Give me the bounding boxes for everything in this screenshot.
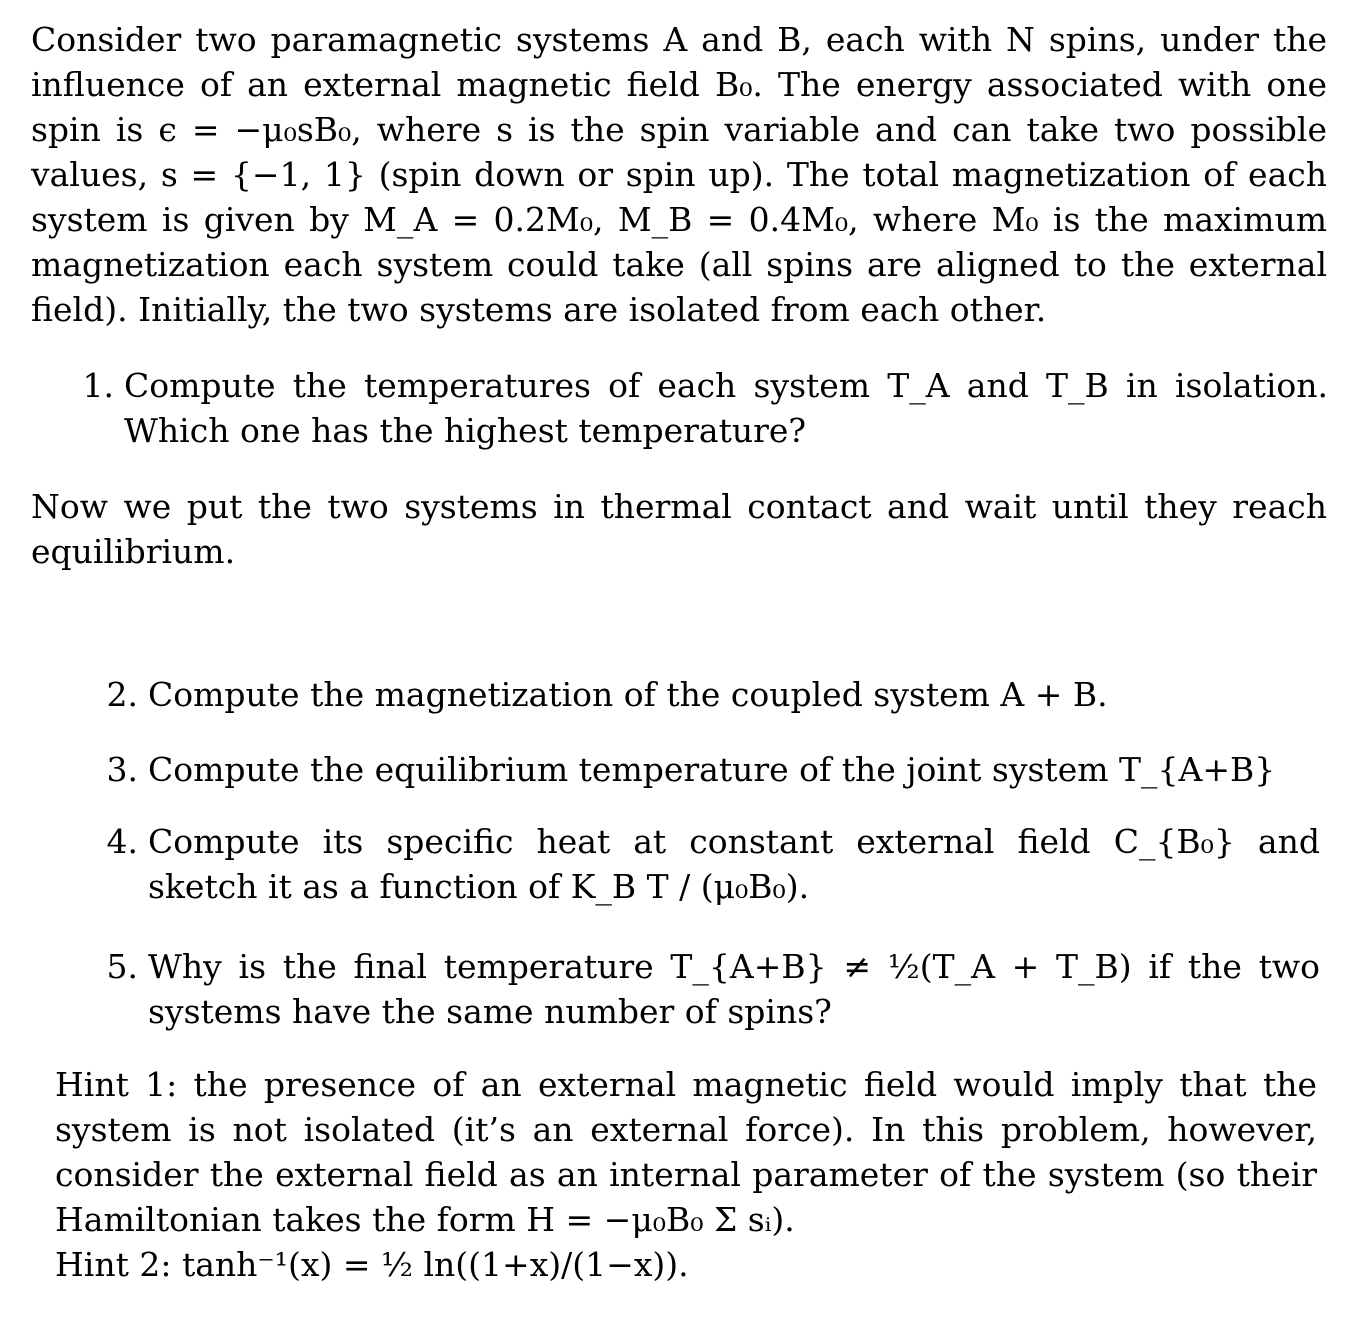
question-4: [90, 819, 1320, 909]
question-2-text: Compute the magnetization of the coupled system A + B.: [148, 675, 1108, 714]
intro-paragraph: Consider two paramagnetic systems A and B, each with N spins, under the influence of an external magnetic field B₀. The energy associated with one spin is ϵ = −μ₀sB₀, where s is the spin variable and can take two possible values, s = {−1, 1} (spin down or spin up). The total magnetization of each system is given by M_A = 0.2M₀, M_B = 0.4M₀, where M₀ is the maximum magnetization each system could take (all spins are aligned to the external field). Initially, the two systems are isolated from each other.: [31, 20, 1327, 329]
question-5-text: Why is the final temperature T_{A+B} ≠ ½(T_A + T_B) if the two systems have the same number of spins?: [148, 947, 1320, 1031]
question-1-text: Compute the temperatures of each system T_A and T_B in isolation. Which one has the highest temperature?: [124, 366, 1328, 450]
question-4-number: 4.: [106, 822, 138, 861]
question-5: [90, 944, 1320, 1034]
question-3: [90, 747, 1320, 792]
question-3-text: Compute the equilibrium temperature of the joint system T_{A+B}: [148, 750, 1276, 789]
hints-block: [55, 1062, 1317, 1287]
question-4-text: Compute its specific heat at constant external field C_{B₀} and sketch it as a function of K_B T / (μ₀B₀).: [148, 822, 1320, 906]
hint-1: Hint 1: the presence of an external magnetic field would imply that the system is not isolated (it’s an external force). In this problem, however, consider the external field as an internal parameter of the system (so their Hamiltonian takes the form H = −μ₀B₀ Σ sᵢ).: [55, 1065, 1317, 1239]
question-2-number: 2.: [106, 675, 138, 714]
hint-2: Hint 2: tanh⁻¹(x) = ½ ln((1+x)/(1−x)).: [55, 1245, 689, 1284]
question-3-number: 3.: [106, 750, 138, 789]
question-2: [90, 672, 1320, 717]
thermal-contact-paragraph: Now we put the two systems in thermal contact and wait until they reach equilibrium.: [31, 487, 1327, 571]
question-1: [66, 363, 1328, 453]
question-1-number: 1.: [82, 366, 114, 405]
question-5-number: 5.: [106, 947, 138, 986]
